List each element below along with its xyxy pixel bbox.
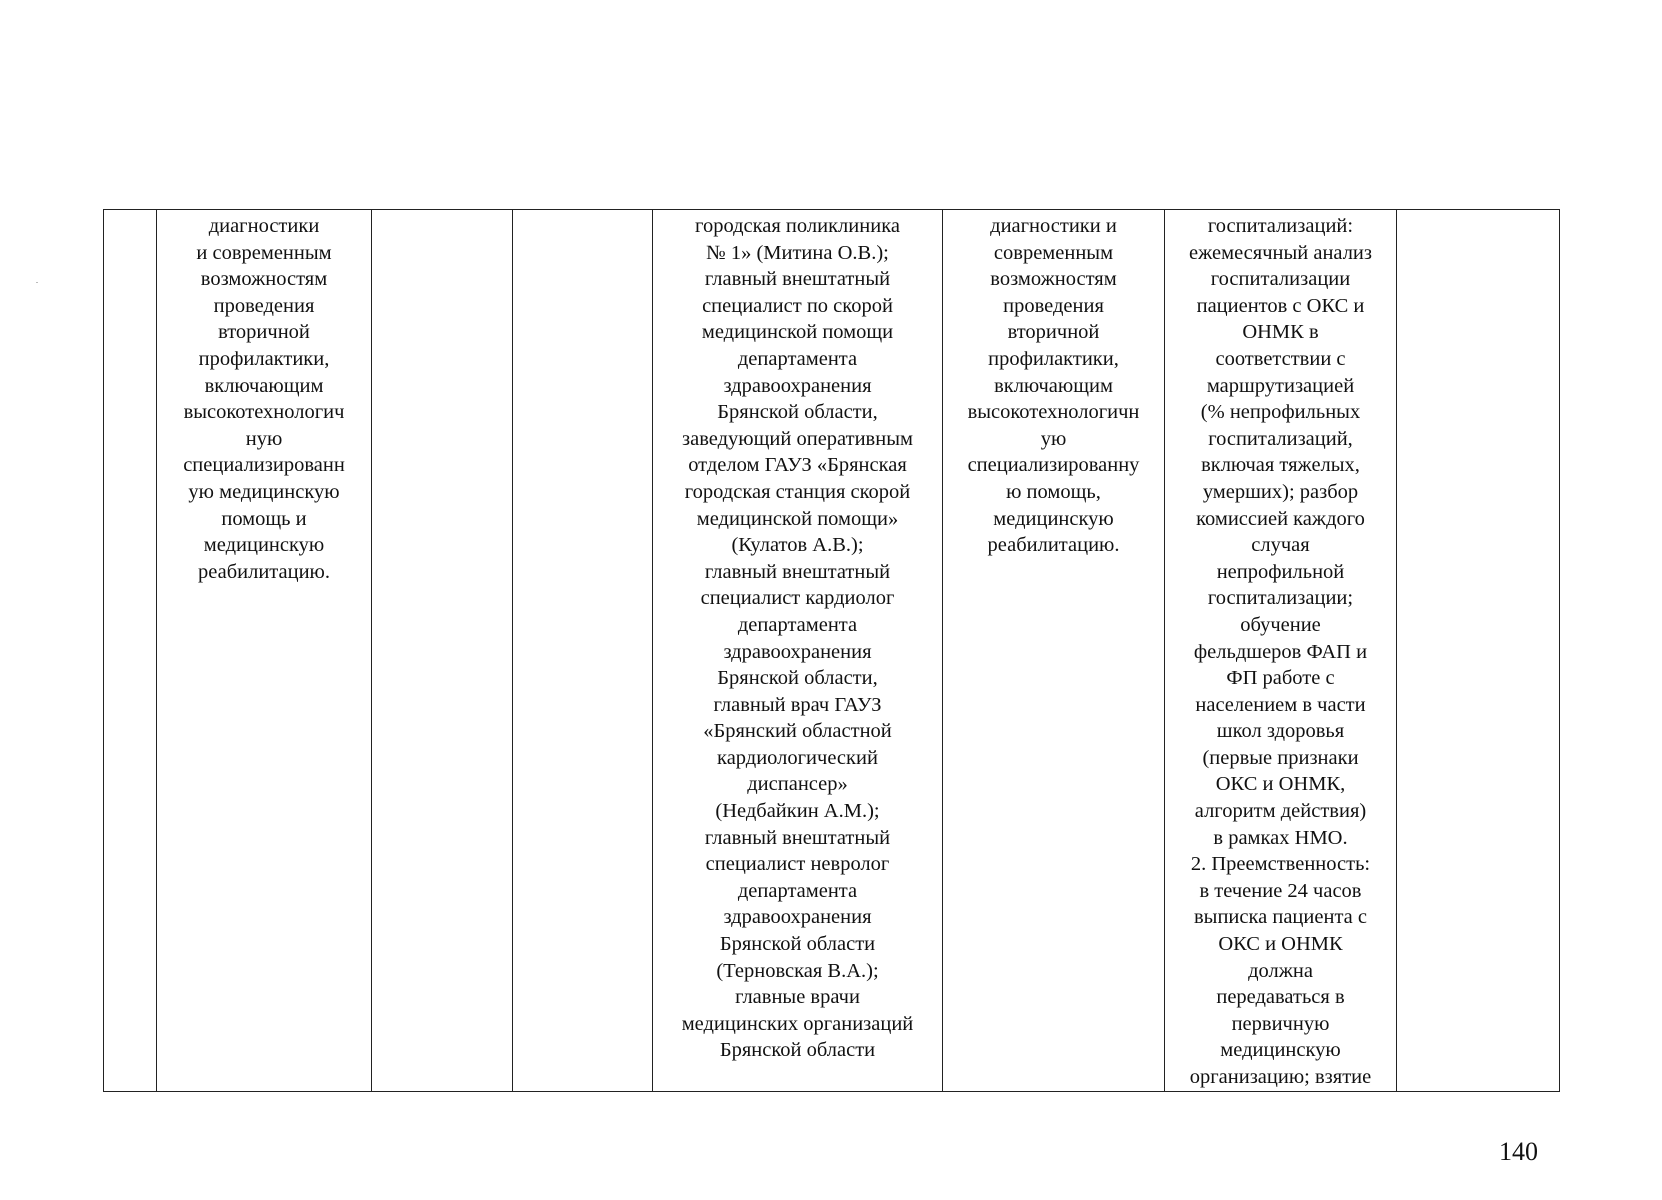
table-column-1 — [104, 210, 157, 1091]
table-cell-text: госпитализаций: ежемесячный анализ госпитализации пациентов с ОКС и ОНМК в соответствии с маршрутизацией (% непрофильных госпитализаций, включая тяжелых, умерших); разбор комиссией каждого случая непрофильной госпитализации; обучение фельдшеров ФАП и ФП работе с населением в части школ здоровья (первые признаки ОКС и ОНМК, алгоритм действия) в рамках НМО. 2. Преемственность: в течение 24 часов выписка пациента с ОКС и ОНМК должна передаваться в первичную медицинскую организацию; взятие — [1189, 215, 1372, 1088]
table-cell-text: городская поликлиника № 1» (Митина О.В.); главный внештатный специалист по скорой медицинской помощи департамента здравоохранения Брянской области, заведующий оперативным отделом ГАУЗ «Брянская городская станция скорой медицинской помощи» (Кулатов А.В.); главный внештатный специалист кардиолог департамента здравоохранения Брянской области, главный врач ГАУЗ «Брянский областной кардиологический диспансер» (Недбайкин А.М.); главный внештатный специалист невролог департамента здравоохранения Брянской области (Терновская В.А.); главные врачи медицинских организаций Брянской области — [681, 215, 914, 1062]
table-column-2 — [157, 210, 372, 1091]
page-number: 140 — [1499, 1137, 1538, 1166]
scan-speck — [36, 282, 38, 283]
table-cell-text — [1397, 210, 1561, 213]
table-cell-text — [104, 210, 156, 213]
table-column-3 — [372, 210, 513, 1091]
table-cell-text: диагностики и современным возможностям проведения вторичной профилактики, включающим высокотехнологич ную специализированн ую медицинскую помощь и медицинскую реабилитацию. — [183, 215, 345, 583]
table-column-7 — [1165, 210, 1397, 1091]
table-cell-text — [513, 210, 652, 213]
table-column-6 — [943, 210, 1165, 1091]
table-cell-text: диагностики и современным возможностям проведения вторичной профилактики, включающим высокотехнологичн ую специализированну ю помощь, медицинскую реабилитацию. — [967, 215, 1140, 557]
table-cell-text — [372, 210, 512, 213]
table-column-8 — [1397, 210, 1561, 1091]
document-table — [103, 209, 1560, 1092]
table-column-4 — [513, 210, 653, 1091]
table-column-5 — [653, 210, 943, 1091]
